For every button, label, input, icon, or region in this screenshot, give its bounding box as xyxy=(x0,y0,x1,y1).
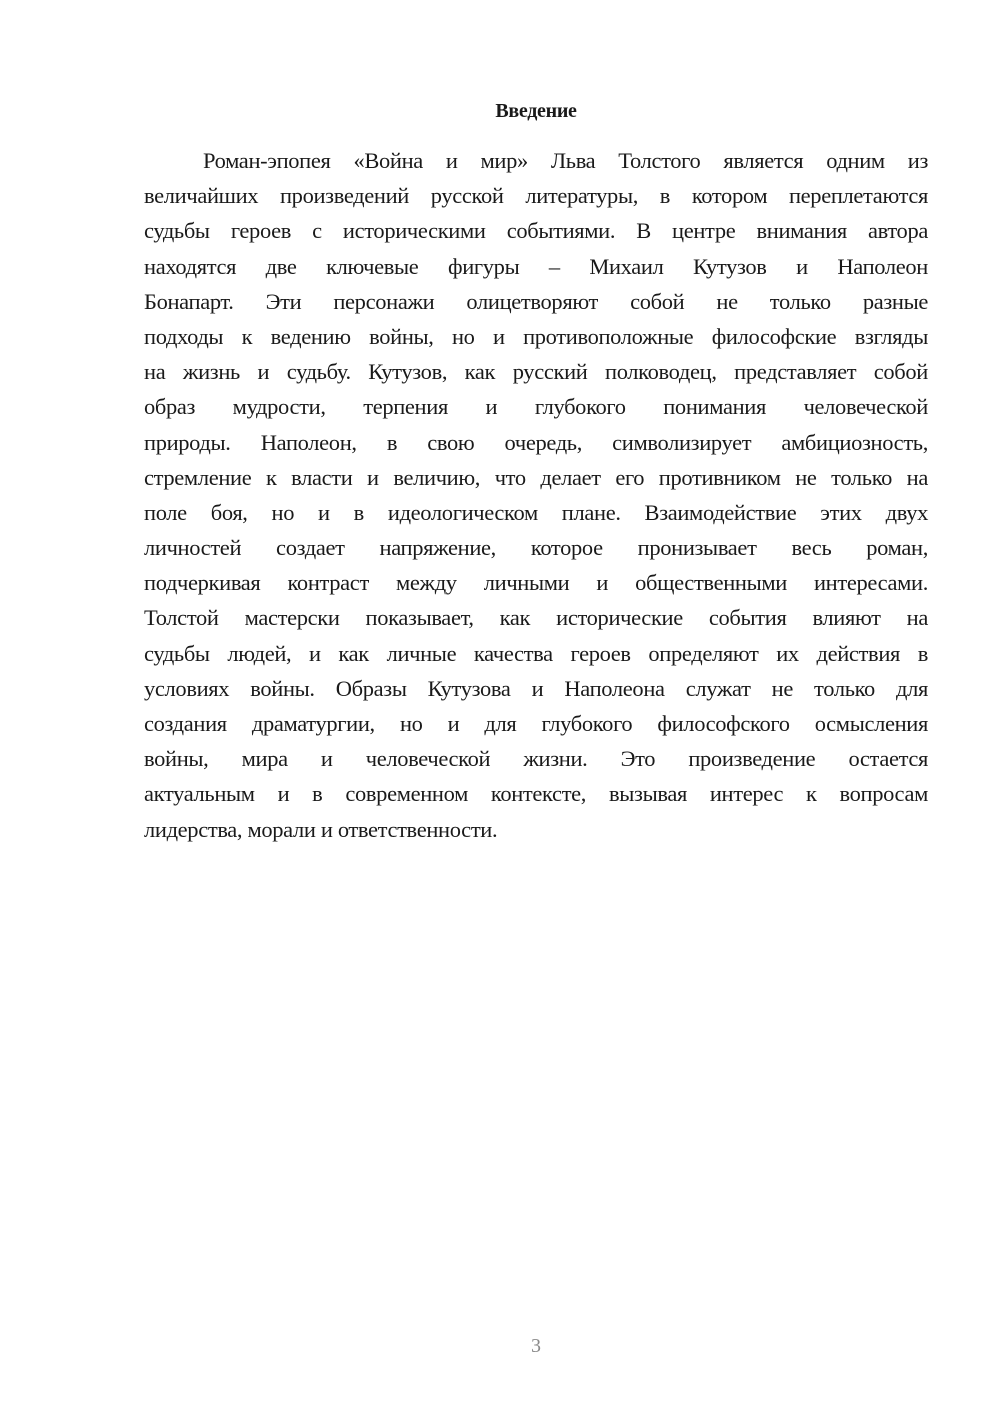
paragraph-line: находятся две ключевые фигуры – Михаил Кутузов и Наполеон xyxy=(144,253,928,279)
paragraph-line: подходы к ведению войны, но и противоположные философские взгляды xyxy=(144,323,928,349)
paragraph-line: войны, мира и человеческой жизни. Это произведение остается xyxy=(144,746,928,772)
paragraph-line: личностей создает напряжение, которое пронизывает весь роман, xyxy=(144,535,928,561)
paragraph-line: судьбы людей, и как личные качества героев определяют их действия в xyxy=(144,640,928,666)
paragraph-line: судьбы героев с историческими событиями. В центре внимания автора xyxy=(144,218,928,244)
paragraph-line: Толстой мастерски показывает, как исторические события влияют на xyxy=(144,605,928,631)
paragraph-line: Бонапарт. Эти персонажи олицетворяют собой не только разные xyxy=(144,288,928,314)
paragraph-line: подчеркивая контраст между личными и общественными интересами. xyxy=(144,570,928,596)
page-number: 3 xyxy=(531,1335,541,1357)
paragraph-line: образ мудрости, терпения и глубокого понимания человеческой xyxy=(144,394,928,420)
paragraph-line: природы. Наполеон, в свою очередь, символизирует амбициозность, xyxy=(144,429,928,455)
paragraph-line: стремление к власти и величию, что делает его противником не только на xyxy=(144,464,928,490)
introduction-paragraph xyxy=(144,143,928,847)
paragraph-line: актуальным и в современном контексте, вызывая интерес к вопросам xyxy=(144,781,928,807)
paragraph-line: Роман-эпопея «Война и мир» Льва Толстого является одним из xyxy=(203,148,928,173)
section-heading: Введение xyxy=(495,100,577,122)
paragraph-line: поле боя, но и в идеологическом плане. Взаимодействие этих двух xyxy=(144,499,928,525)
paragraph-line: величайших произведений русской литературы, в котором переплетаются xyxy=(144,183,928,209)
paragraph-line: на жизнь и судьбу. Кутузов, как русский полководец, представляет собой xyxy=(144,359,928,385)
paragraph-line: создания драматургии, но и для глубокого философского осмысления xyxy=(144,711,928,736)
paragraph-line: лидерства, морали и ответственности. xyxy=(144,816,498,842)
paragraph-line: условиях войны. Образы Кутузова и Наполеона служат не только для xyxy=(144,675,928,701)
